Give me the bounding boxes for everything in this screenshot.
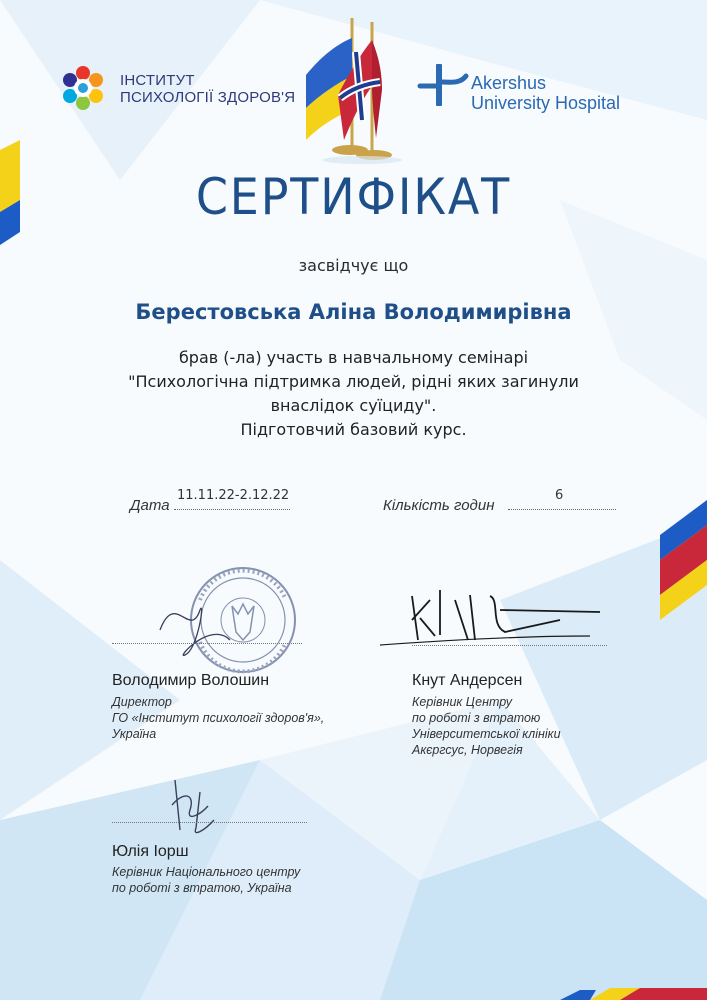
body-line-4: Підготовчий базовий курс. [240,420,467,439]
signatory-2-role-line: Акєргсус, Норвегія [412,743,523,757]
signatory-3-role-line: Керівник Національного центру [112,865,301,879]
signatory-1-role-line: Україна [112,727,157,741]
date-label: Дата [130,497,170,514]
signatory-2-name: Кнут Андерсен [412,672,523,689]
certificate-body [60,346,647,442]
signature-line-2 [412,645,607,646]
signatory-1-name: Володимир Волошин [112,672,270,689]
date-value: 11.11.22-2.12.22 [177,488,290,503]
signatory-2-role-line: по роботі з втратою [412,711,541,725]
hospital-logo-text [471,73,620,113]
hospital-logo-line1: Akershus [471,73,547,93]
signatory-3-role [112,864,300,896]
hours-label: Кількість годин [383,497,495,514]
signatory-2-role-line: Університетської клініки [412,727,561,741]
signature-line-1 [112,643,302,644]
signatory-3-role-line: по роботі з втратою, Україна [112,881,292,895]
institute-logo-text [120,72,295,106]
hours-underline [508,509,616,510]
signatory-1-role [112,694,324,742]
signatory-1-role-line: ГО «Інститут психології здоров'я», [112,711,325,725]
signatory-2-role-line: Керівник Центру [412,695,513,709]
body-line-3: внаслідок суїциду". [270,396,437,415]
signatory-3-name: Юлія Іорш [112,843,189,860]
hospital-logo-line2: University Hospital [471,93,621,113]
institute-logo-line2: ПСИХОЛОГІЇ ЗДОРОВ'Я [120,89,296,106]
institute-logo-line1: ІНСТИТУТ [120,72,195,89]
signature-line-3 [112,822,307,823]
signatory-2-role [412,694,561,758]
certificate-subtitle: засвідчує що [298,256,409,275]
recipient-name: Берестовська Аліна Володимирівна [135,300,572,324]
date-underline [174,509,290,510]
body-line-1: брав (-ла) участь в навчальному семінарі [178,348,529,367]
hours-value: 6 [555,488,564,503]
body-line-2: "Психологічна підтримка людей, рідні яких загинули [128,372,579,391]
signatory-1-role-line: Директор [112,695,172,709]
certificate-title: СЕРТИФІКАТ [195,168,512,226]
